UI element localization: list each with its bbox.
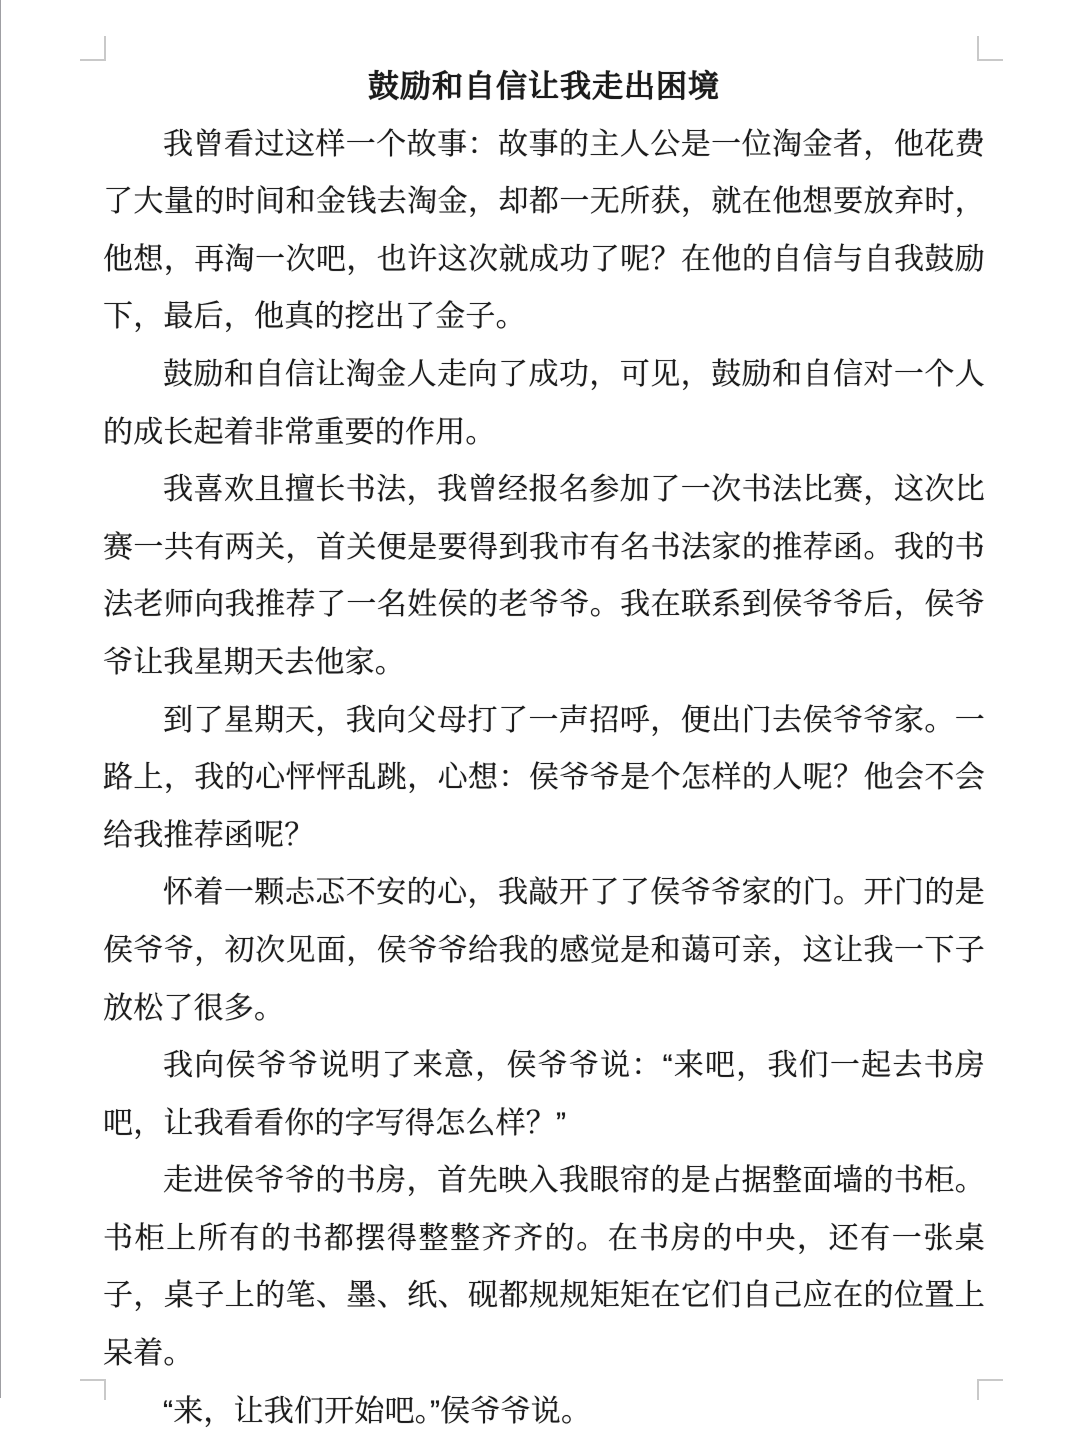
- essay-paragraph: 我曾看过这样一个故事：故事的主人公是一位淘金者，他花费了大量的时间和金钱去淘金，却都一无所获，就在他想要放弃时，他想，再淘一次吧，也许这次就成功了呢？在他的自信与自我鼓励下，最后，他真的挖出了金子。: [103, 127, 985, 334]
- essay-content: [103, 58, 985, 1440]
- essay-paragraph: 怀着一颗忐忑不安的心，我敲开了了侯爷爷家的门。开门的是侯爷爷，初次见面，侯爷爷给我的感觉是和蔼可亲，这让我一下子放松了很多。: [103, 876, 985, 1025]
- essay-paragraph: 鼓励和自信让淘金人走向了成功，可见，鼓励和自信对一个人的成长起着非常重要的作用。: [103, 357, 985, 449]
- essay-title: 鼓励和自信让我走出困境: [368, 69, 720, 104]
- page-edge-line: [0, 0, 1, 1398]
- essay-paragraph: 我向侯爷爷说明了来意，侯爷爷说：“来吧，我们一起去书房吧，让我看看你的字写得怎么样？”: [103, 1049, 985, 1140]
- essay-paragraph: 我喜欢且擅长书法，我曾经报名参加了一次书法比赛，这次比赛一共有两关，首关便是要得到我市有名书法家的推荐函。我的书法老师向我推荐了一名姓侯的老爷爷。我在联系到侯爷爷后，侯爷爷让我星期天去他家。: [103, 473, 985, 679]
- essay-paragraph: 到了星期天，我向父母打了一声招呼，便出门去侯爷爷家。一路上，我的心怦怦乱跳，心想：侯爷爷是个怎样的人呢？他会不会给我推荐函呢？: [103, 703, 985, 852]
- essay-paragraph: “来，让我们开始吧。”侯爷爷说。: [163, 1394, 592, 1428]
- essay-paragraph: 走进侯爷爷的书房，首先映入我眼帘的是占据整面墙的书柜。书柜上所有的书都摆得整整齐齐的。在书房的中央，还有一张桌子，桌子上的笔、墨、纸、砚都规规矩矩在它们自己应在的位置上呆着。: [103, 1164, 985, 1371]
